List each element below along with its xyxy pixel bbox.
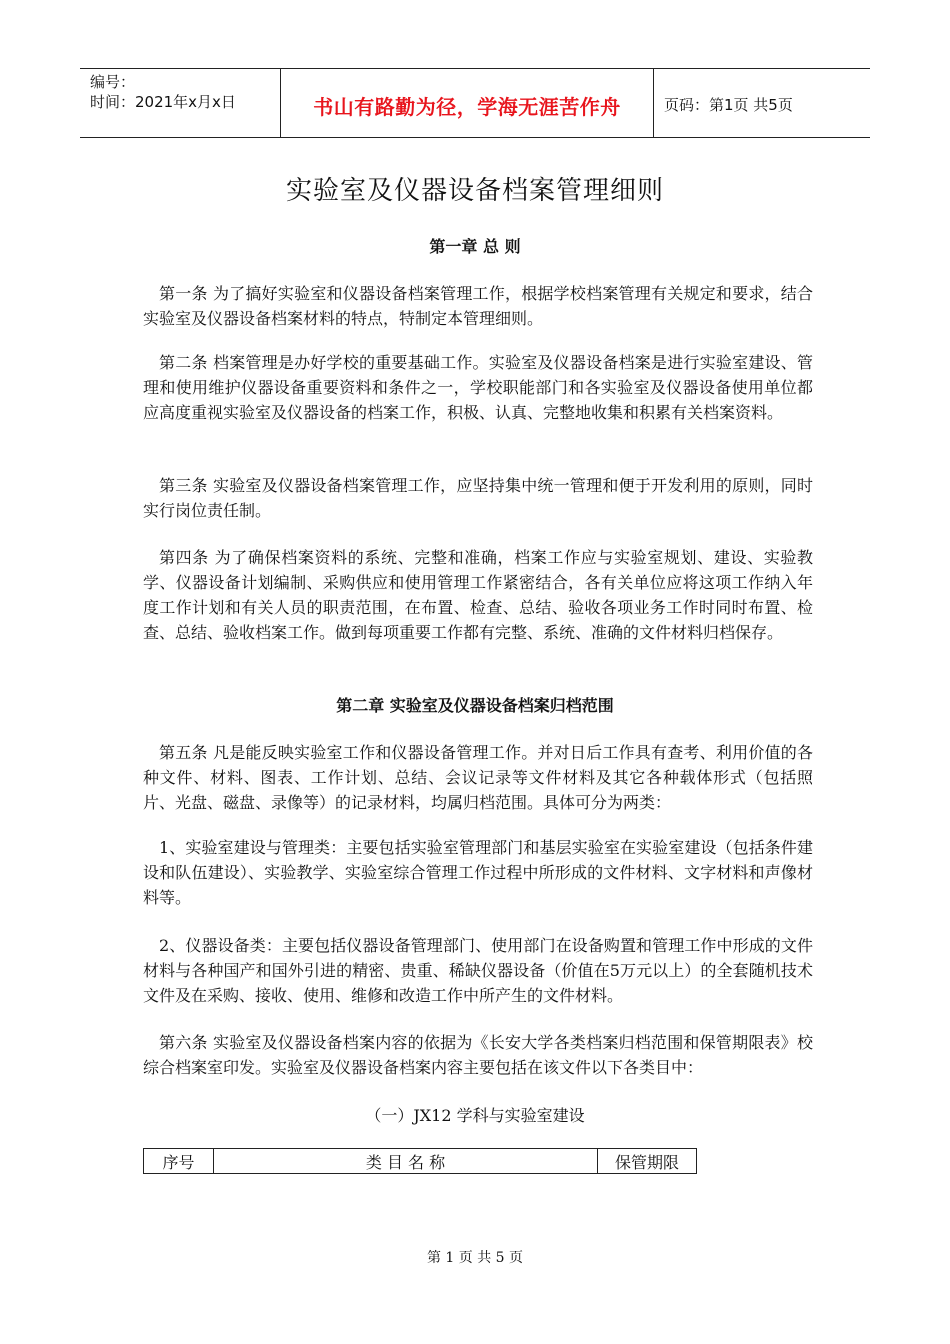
subsection-heading: （一）JX12 学科与实验室建设 — [365, 1106, 585, 1125]
article-4: 第四条 为了确保档案资料的系统、完整和准确，档案工作应与实验室规划、建设、实验教学、仪器设备计划编制、采购供应和使用管理工作紧密结合，各有关单位应将这项工作纳入年度工作计划和有关人员的职责范围，在布置、检查、总结、验收各项业务工作时同时布置、检查、总结、验收档案工作。做到每项重要工作都有完整、系统、准确的文件材料归档保存。 — [143, 548, 813, 642]
col-serial: 序号 — [144, 1149, 214, 1173]
time-label: 时间：2021年x月x日 — [90, 93, 236, 111]
header-left-cell — [80, 69, 280, 137]
motto: 书山有路勤为径，学海无涯苦作舟 — [280, 69, 654, 137]
article-6: 第六条 实验室及仪器设备档案内容的依据为《长安大学各类档案归档范围和保管期限表》校综合档案室印发。实验室及仪器设备档案内容主要包括在该文件以下各类目中： — [143, 1033, 813, 1077]
document-title: 实验室及仪器设备档案管理细则 — [285, 176, 664, 206]
col-retention: 保管期限 — [614, 1152, 679, 1172]
header-table — [80, 68, 870, 138]
category-1: 1、实验室建设与管理类：主要包括实验室管理部门和基层实验室在实验室建设（包括条件建设和队伍建设）、实验教学、实验室综合管理工作过程中所形成的文件材料、文字材料和声像材料等。 — [143, 838, 813, 907]
article-2: 第二条 档案管理是办好学校的重要基础工作。实验室及仪器设备档案是进行实验室建设、管理和使用维护仪器设备重要资料和条件之一，学校职能部门和各实验室及仪器设备使用单位都应高度重视实验室及仪器设备的档案工作，积极、认真、完整地收集和积累有关档案资料。 — [143, 353, 813, 422]
article-5: 第五条 凡是能反映实验室工作和仪器设备管理工作。并对日后工作具有查考、利用价值的各种文件、材料、图表、工作计划、总结、会议记录等文件材料及其它各种载体形式（包括照片、光盘、磁盘、录像等）的记录材料，均属归档范围。具体可分为两类： — [143, 743, 813, 812]
article-3: 第三条 实验室及仪器设备档案管理工作，应坚持集中统一管理和便于开发利用的原则，同时实行岗位责任制。 — [143, 476, 813, 520]
category-2: 2、仪器设备类：主要包括仪器设备管理部门、使用部门在设备购置和管理工作中形成的文件材料与各种国产和国外引进的精密、贵重、稀缺仪器设备（价值在5万元以上）的全套随机技术文件及在采购、接收、使用、维修和改造工作中所产生的文件材料。 — [143, 936, 813, 1005]
chapter-2-heading: 第二章 实验室及仪器设备档案归档范围 — [336, 696, 614, 715]
page-footer: 第 1 页 共 5 页 — [426, 1250, 524, 1266]
page-info: 页码：第1页 共5页 — [664, 95, 793, 114]
number-label: 编号： — [90, 73, 136, 91]
article-1: 第一条 为了搞好实验室和仪器设备档案管理工作，根据学校档案管理有关规定和要求，结合实验室及仪器设备档案材料的特点，特制定本管理细则。 — [143, 284, 813, 328]
chapter-1-heading: 第一章 总 则 — [429, 237, 521, 256]
col-category-name: 类 目 名 称 — [214, 1149, 598, 1173]
archive-table-header — [143, 1148, 697, 1174]
